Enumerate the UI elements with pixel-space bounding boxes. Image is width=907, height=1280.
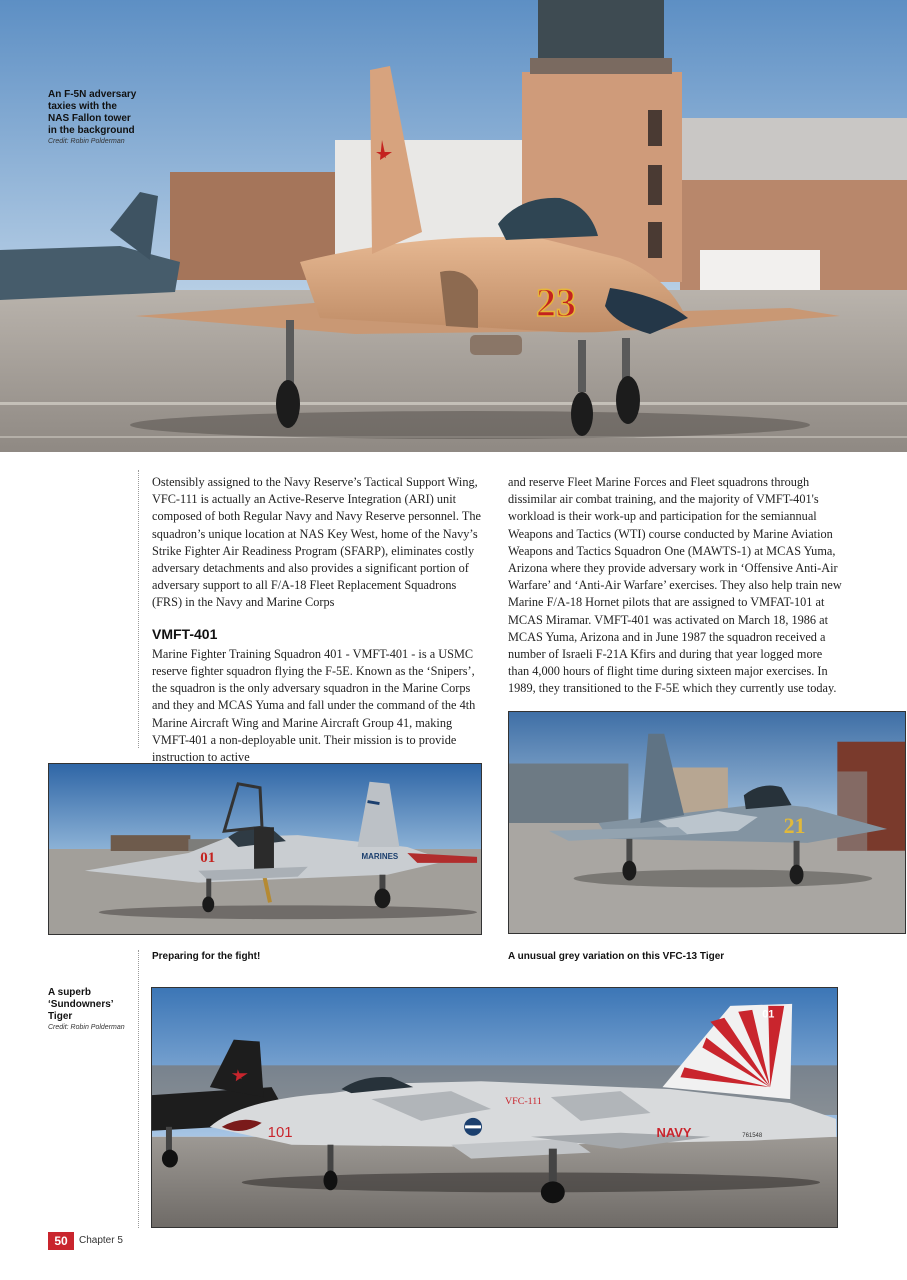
photo-marines-tail-text: MARINES (361, 851, 399, 861)
chapter-label: Chapter 5 (79, 1235, 123, 1246)
hero-photo (0, 0, 907, 452)
sundowners-tail-number: 01 (762, 1008, 775, 1021)
photo-grey-tiger (508, 711, 906, 934)
page-number: 50 (48, 1232, 74, 1250)
sundowners-caption-credit: Credit: Robin Polderman (48, 1024, 125, 1031)
vmft-continued-paragraph: and reserve Fleet Marine Forces and Fleet squadrons through dissimilar air combat training, and the majority of VMFT-401's workload is their work-up and participation for the semiannual Weapons and Tactics (WTI) course conducted by Marine Aviation Weapons and Tactics Squadron One (MAWTS-1) at MCAS Yuma, Arizona where they provide adversary work in ‘Offensive Anti-Air Warfare’ and ‘Anti-Air Warfare’ exercises. They also help train new Marine F/A-18 Hornet pilots that are assigned to VMFAT-101 at MCAS Miramar. VMFT-401 was activated on March 18, 1986 at MCAS Yuma, Arizona and in June 1987 the squadron received a number of Israeli F-21A Kfirs and during that year logged more than 4,000 hours of flight time during sixteen major exercises. In 1989, they transitioned to the F-5E which they currently use today. (508, 475, 842, 696)
column-rule-top (138, 470, 139, 748)
section-heading: VMFT-401 (152, 625, 218, 642)
article-column-1 (152, 474, 484, 766)
sundowners-fuselage-text: VFC-111 (504, 1096, 542, 1108)
photo-marines-number: 01 (200, 849, 216, 866)
hero-caption-credit: Credit: Robin Polderman (48, 138, 125, 145)
sundowners-navy-text: NAVY (656, 1124, 692, 1140)
photo-grey-tiger-number: 21 (783, 813, 806, 838)
sundowners-serial: 761548 (742, 1132, 763, 1139)
article-column-2 (508, 474, 844, 698)
column-rule-bottom (138, 950, 139, 1228)
sundowners-caption-text: A superb ‘Sundowners’ Tiger (48, 987, 114, 1022)
hero-tail-number: 23 (536, 280, 576, 325)
photo-marines-tiger (48, 763, 482, 935)
intro-paragraph: Ostensibly assigned to the Navy Reserve’s Tactical Support Wing, VFC-111 is actually an Active-Reserve Integration (ARI) unit composed of both Regular Navy and Navy Reserve personnel. The squadron’s unique location at NAS Key West, home of the Navy’s Strike Fighter Air Readiness Program (SFARP), eliminates costly adversary detachments and also provides a significant portion of adversary support to all F/A-18 Fleet Replacement Squadrons (FRS) in the Navy and Marine Corps (152, 475, 481, 610)
vmft-paragraph: Marine Fighter Training Squadron 401 - VMFT-401 - is a USMC reserve fighter squadron flying the F-5E. Known as the ‘Snipers’, the squadron is the only adversary squadron in the Marine Corps and they and MCAS Yuma and fall under the command of the 4th Marine Aircraft Wing and Marine Aircraft Group 41, making VMFT-401 a non-deployable unit. Their mission is to provide instruction to active (152, 646, 476, 765)
hero-caption-text: An F-5N adversary taxies with the NAS Fallon tower in the background (48, 89, 137, 136)
sundowners-number: 101 (267, 1124, 293, 1141)
caption-grey-variation: A unusual grey variation on this VFC-13 Tiger (508, 951, 725, 962)
photo-sundowners-tiger (151, 987, 838, 1228)
sundowners-caption (48, 987, 126, 1032)
hero-caption (48, 89, 138, 146)
caption-preparing: Preparing for the fight! (152, 951, 261, 962)
